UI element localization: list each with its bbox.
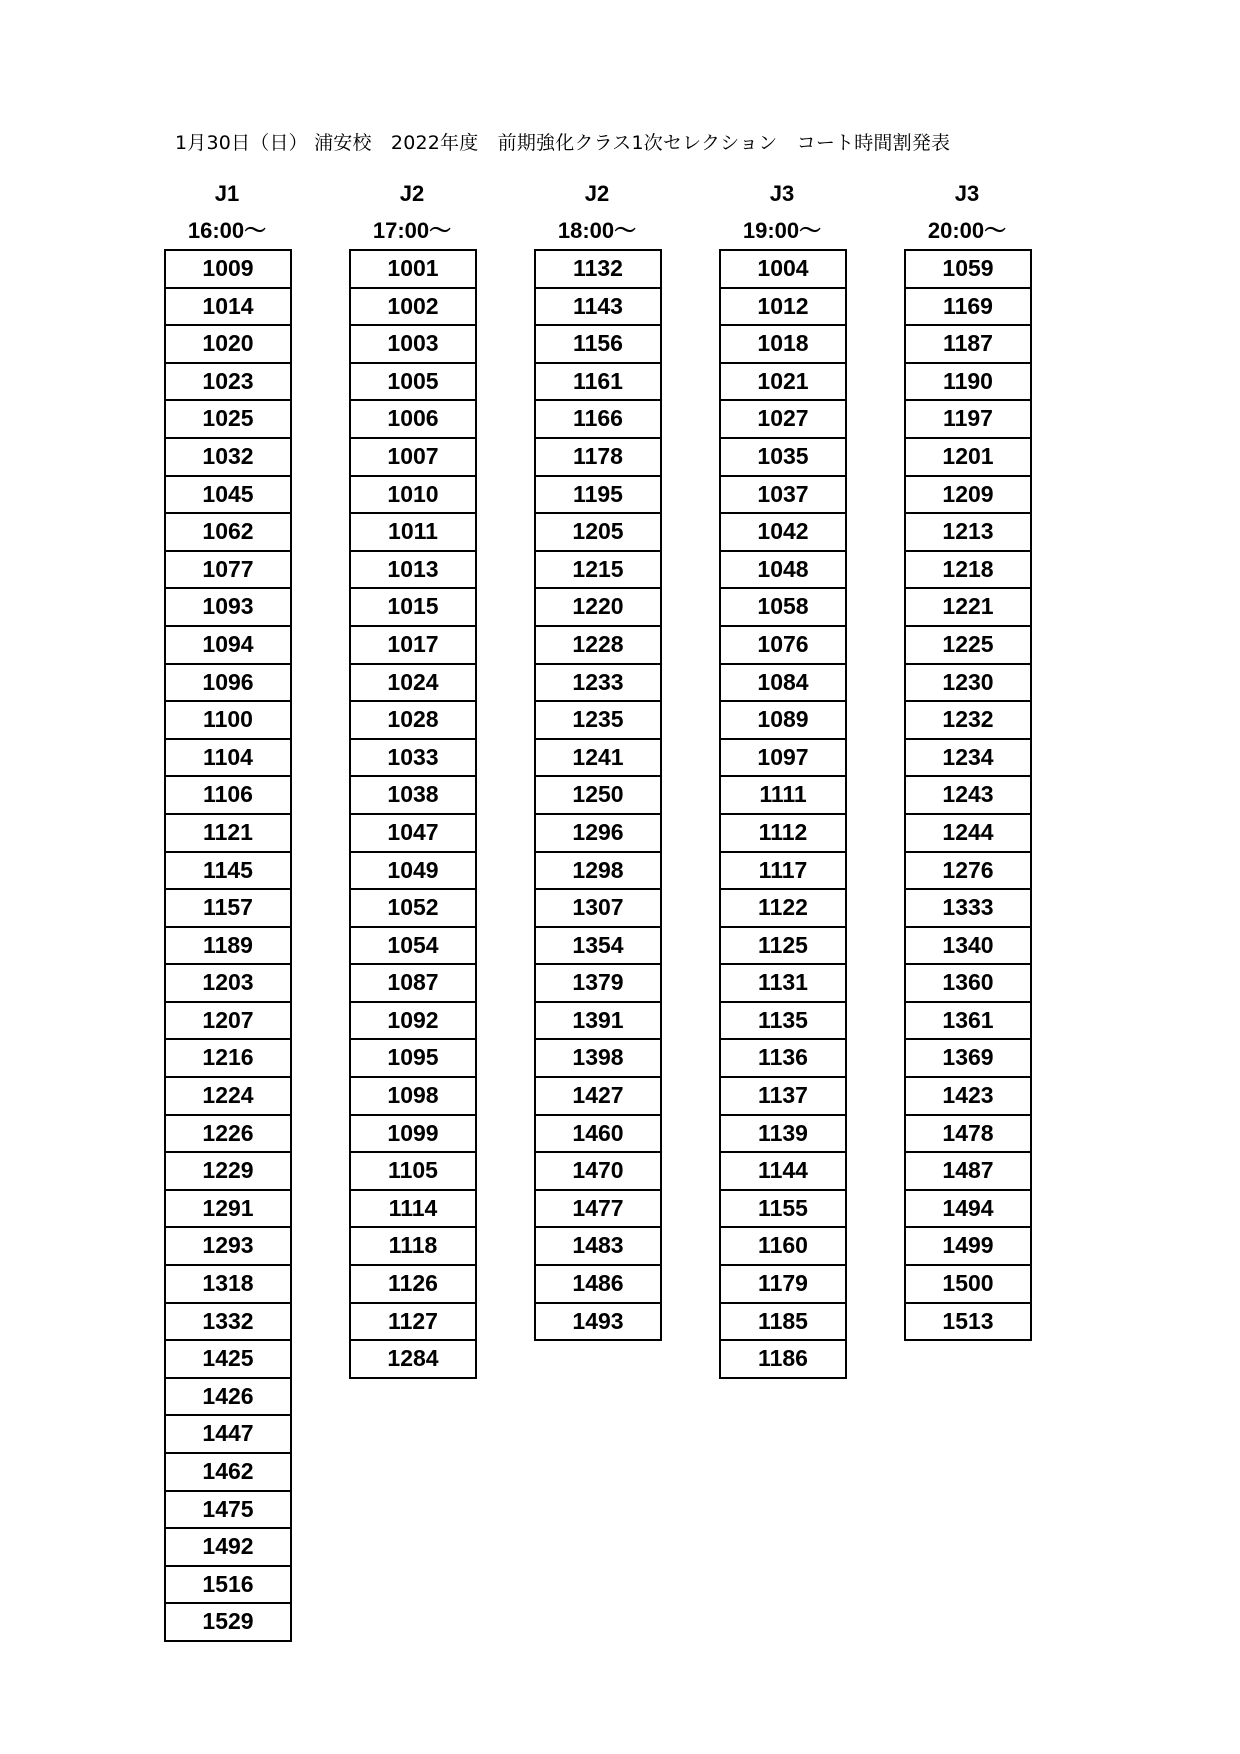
id-cell: 1035 [719, 439, 847, 477]
id-cell: 1127 [349, 1304, 477, 1342]
id-cell: 1425 [164, 1341, 292, 1379]
id-cell: 1077 [164, 552, 292, 590]
id-cell: 1233 [534, 665, 662, 703]
id-cell: 1462 [164, 1454, 292, 1492]
id-cell: 1023 [164, 364, 292, 402]
id-cell: 1062 [164, 514, 292, 552]
id-cell: 1144 [719, 1153, 847, 1191]
id-cell: 1166 [534, 401, 662, 439]
id-cell: 1112 [719, 815, 847, 853]
id-cell: 1052 [349, 890, 477, 928]
column-group-label: J1 [214, 181, 240, 206]
id-cell: 1135 [719, 1003, 847, 1041]
id-cell: 1155 [719, 1191, 847, 1229]
id-cell: 1189 [164, 928, 292, 966]
column-group-label: J2 [399, 181, 425, 206]
id-cell: 1059 [904, 251, 1032, 289]
id-cell: 1203 [164, 965, 292, 1003]
id-cell: 1011 [349, 514, 477, 552]
id-cell: 1001 [349, 251, 477, 289]
id-cell: 1228 [534, 627, 662, 665]
id-cell: 1087 [349, 965, 477, 1003]
id-cell: 1003 [349, 326, 477, 364]
id-cell: 1500 [904, 1266, 1032, 1304]
id-cell: 1169 [904, 289, 1032, 327]
id-cell: 1298 [534, 853, 662, 891]
id-list [164, 249, 292, 1642]
id-cell: 1234 [904, 740, 1032, 778]
id-cell: 1332 [164, 1304, 292, 1342]
id-cell: 1224 [164, 1078, 292, 1116]
id-cell: 1221 [904, 589, 1032, 627]
id-cell: 1423 [904, 1078, 1032, 1116]
id-cell: 1427 [534, 1078, 662, 1116]
column-time-label: 18:00～ [557, 218, 637, 243]
id-cell: 1391 [534, 1003, 662, 1041]
id-cell: 1460 [534, 1116, 662, 1154]
id-cell: 1145 [164, 853, 292, 891]
id-cell: 1220 [534, 589, 662, 627]
id-cell: 1185 [719, 1304, 847, 1342]
id-cell: 1354 [534, 928, 662, 966]
id-cell: 1225 [904, 627, 1032, 665]
id-cell: 1156 [534, 326, 662, 364]
column-j2-1700 [307, 175, 517, 1379]
id-cell: 1007 [349, 439, 477, 477]
id-cell: 1398 [534, 1040, 662, 1078]
id-cell: 1010 [349, 477, 477, 515]
id-cell: 1089 [719, 702, 847, 740]
id-list [534, 249, 662, 1341]
id-cell: 1209 [904, 477, 1032, 515]
id-cell: 1232 [904, 702, 1032, 740]
id-cell: 1493 [534, 1304, 662, 1342]
id-cell: 1015 [349, 589, 477, 627]
id-cell: 1161 [534, 364, 662, 402]
column-j2-1800 [492, 175, 702, 1341]
id-cell: 1143 [534, 289, 662, 327]
id-cell: 1009 [164, 251, 292, 289]
id-list [349, 249, 477, 1379]
id-cell: 1218 [904, 552, 1032, 590]
id-cell: 1131 [719, 965, 847, 1003]
id-cell: 1042 [719, 514, 847, 552]
id-cell: 1018 [719, 326, 847, 364]
id-cell: 1058 [719, 589, 847, 627]
id-cell: 1179 [719, 1266, 847, 1304]
id-cell: 1494 [904, 1191, 1032, 1229]
id-cell: 1201 [904, 439, 1032, 477]
id-cell: 1025 [164, 401, 292, 439]
column-time-label: 19:00～ [742, 218, 822, 243]
id-cell: 1121 [164, 815, 292, 853]
id-cell: 1291 [164, 1191, 292, 1229]
id-cell: 1024 [349, 665, 477, 703]
id-cell: 1136 [719, 1040, 847, 1078]
id-cell: 1076 [719, 627, 847, 665]
id-cell: 1097 [719, 740, 847, 778]
id-cell: 1095 [349, 1040, 477, 1078]
id-cell: 1028 [349, 702, 477, 740]
id-cell: 1017 [349, 627, 477, 665]
id-cell: 1126 [349, 1266, 477, 1304]
column-time-label: 16:00～ [187, 218, 267, 243]
id-cell: 1195 [534, 477, 662, 515]
id-cell: 1157 [164, 890, 292, 928]
id-cell: 1020 [164, 326, 292, 364]
id-cell: 1529 [164, 1604, 292, 1642]
id-cell: 1012 [719, 289, 847, 327]
id-cell: 1483 [534, 1228, 662, 1266]
id-cell: 1318 [164, 1266, 292, 1304]
id-cell: 1114 [349, 1191, 477, 1229]
id-cell: 1307 [534, 890, 662, 928]
id-cell: 1014 [164, 289, 292, 327]
id-cell: 1276 [904, 853, 1032, 891]
id-cell: 1486 [534, 1266, 662, 1304]
id-cell: 1049 [349, 853, 477, 891]
id-cell: 1006 [349, 401, 477, 439]
page-title: 1月30日（日） 浦安校 2022年度 前期強化クラス1次セレクション コート時間割発表 [175, 132, 951, 154]
id-cell: 1139 [719, 1116, 847, 1154]
id-cell: 1105 [349, 1153, 477, 1191]
column-time-label: 17:00～ [372, 218, 452, 243]
id-cell: 1293 [164, 1228, 292, 1266]
id-cell: 1160 [719, 1228, 847, 1266]
id-cell: 1487 [904, 1153, 1032, 1191]
id-cell: 1360 [904, 965, 1032, 1003]
id-cell: 1478 [904, 1116, 1032, 1154]
column-group-label: J3 [769, 181, 795, 206]
id-cell: 1492 [164, 1529, 292, 1567]
id-cell: 1125 [719, 928, 847, 966]
id-cell: 1475 [164, 1492, 292, 1530]
column-group-label: J3 [954, 181, 980, 206]
column-group-label: J2 [584, 181, 610, 206]
id-cell: 1369 [904, 1040, 1032, 1078]
id-cell: 1243 [904, 777, 1032, 815]
id-list [904, 249, 1032, 1341]
id-cell: 1084 [719, 665, 847, 703]
id-cell: 1235 [534, 702, 662, 740]
id-cell: 1111 [719, 777, 847, 815]
id-cell: 1048 [719, 552, 847, 590]
id-cell: 1178 [534, 439, 662, 477]
id-cell: 1216 [164, 1040, 292, 1078]
id-cell: 1037 [719, 477, 847, 515]
column-time-label: 20:00～ [927, 218, 1007, 243]
id-cell: 1013 [349, 552, 477, 590]
id-cell: 1033 [349, 740, 477, 778]
id-cell: 1137 [719, 1078, 847, 1116]
column-j1-1600 [122, 175, 332, 1642]
id-cell: 1426 [164, 1379, 292, 1417]
id-cell: 1117 [719, 853, 847, 891]
column-j3-2000 [862, 175, 1072, 1341]
id-cell: 1379 [534, 965, 662, 1003]
id-cell: 1187 [904, 326, 1032, 364]
id-cell: 1096 [164, 665, 292, 703]
id-cell: 1215 [534, 552, 662, 590]
id-cell: 1005 [349, 364, 477, 402]
id-cell: 1106 [164, 777, 292, 815]
id-cell: 1104 [164, 740, 292, 778]
id-cell: 1047 [349, 815, 477, 853]
id-cell: 1094 [164, 627, 292, 665]
id-cell: 1132 [534, 251, 662, 289]
id-cell: 1197 [904, 401, 1032, 439]
id-cell: 1340 [904, 928, 1032, 966]
id-cell: 1186 [719, 1341, 847, 1379]
id-cell: 1004 [719, 251, 847, 289]
id-cell: 1516 [164, 1567, 292, 1605]
id-cell: 1092 [349, 1003, 477, 1041]
id-cell: 1447 [164, 1416, 292, 1454]
id-cell: 1244 [904, 815, 1032, 853]
id-cell: 1021 [719, 364, 847, 402]
id-cell: 1333 [904, 890, 1032, 928]
id-cell: 1241 [534, 740, 662, 778]
id-cell: 1513 [904, 1304, 1032, 1342]
id-cell: 1296 [534, 815, 662, 853]
id-cell: 1499 [904, 1228, 1032, 1266]
id-cell: 1045 [164, 477, 292, 515]
id-cell: 1250 [534, 777, 662, 815]
id-cell: 1229 [164, 1153, 292, 1191]
id-cell: 1361 [904, 1003, 1032, 1041]
id-cell: 1122 [719, 890, 847, 928]
id-cell: 1027 [719, 401, 847, 439]
id-cell: 1207 [164, 1003, 292, 1041]
id-cell: 1205 [534, 514, 662, 552]
id-cell: 1190 [904, 364, 1032, 402]
id-cell: 1054 [349, 928, 477, 966]
id-cell: 1099 [349, 1116, 477, 1154]
id-cell: 1032 [164, 439, 292, 477]
id-list [719, 249, 847, 1379]
id-cell: 1284 [349, 1341, 477, 1379]
id-cell: 1477 [534, 1191, 662, 1229]
id-cell: 1470 [534, 1153, 662, 1191]
id-cell: 1118 [349, 1228, 477, 1266]
id-cell: 1100 [164, 702, 292, 740]
column-j3-1900 [677, 175, 887, 1379]
id-cell: 1226 [164, 1116, 292, 1154]
id-cell: 1093 [164, 589, 292, 627]
id-cell: 1002 [349, 289, 477, 327]
id-cell: 1098 [349, 1078, 477, 1116]
id-cell: 1038 [349, 777, 477, 815]
id-cell: 1213 [904, 514, 1032, 552]
id-cell: 1230 [904, 665, 1032, 703]
